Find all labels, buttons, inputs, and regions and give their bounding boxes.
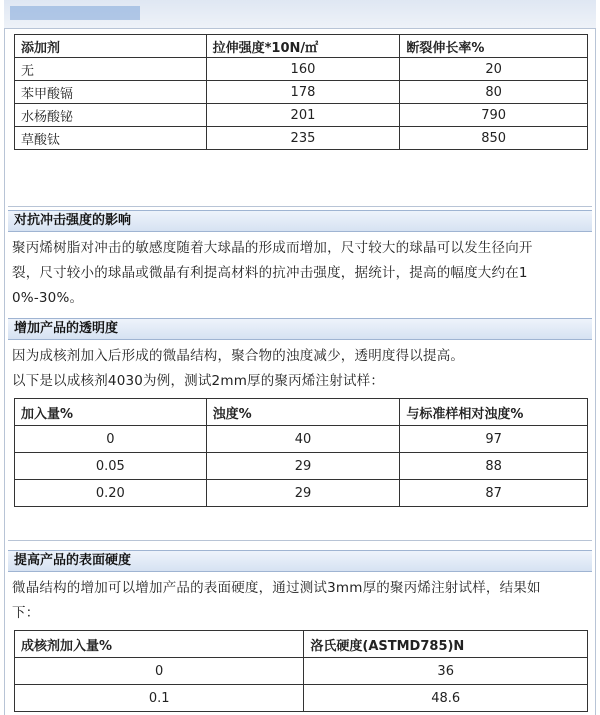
additive-table — [14, 34, 588, 150]
section-title-transparency: 增加产品的透明度 — [8, 318, 592, 340]
divider — [8, 540, 592, 541]
transparency-line: 以下是以成核剂4030为例，测试2mm厚的聚丙烯注射试样： — [12, 373, 385, 389]
cell-haze: 40 — [206, 426, 400, 453]
section-title-impact: 对抗冲击强度的影响 — [8, 210, 592, 232]
cell-additive: 水杨酸铋 — [15, 104, 207, 127]
cell-amount: 0.05 — [15, 453, 207, 480]
hardness-paragraph — [12, 576, 592, 626]
table-row — [15, 58, 588, 81]
cell-tensile: 201 — [206, 104, 400, 127]
table-header-row — [15, 35, 588, 58]
table-row — [15, 480, 588, 507]
table-row — [15, 81, 588, 104]
cell-relative-haze: 97 — [400, 426, 588, 453]
impact-line: 聚丙烯树脂对冲击的敏感度随着大球晶的形成而增加，尺寸较大的球晶可以发生径向开 — [12, 240, 533, 256]
cell-relative-haze: 88 — [400, 453, 588, 480]
impact-line: 0%-30%。 — [12, 290, 84, 306]
header-amount: 加入量% — [15, 399, 207, 426]
header-rockwell-hardness: 洛氏硬度(ASTMD785)N — [304, 631, 588, 658]
top-banner — [4, 0, 596, 29]
cell-additive: 无 — [15, 58, 207, 81]
cell-tensile: 160 — [206, 58, 400, 81]
cell-relative-haze: 87 — [400, 480, 588, 507]
section-title-hardness: 提高产品的表面硬度 — [8, 550, 592, 572]
cell-hardness: 36 — [304, 658, 588, 685]
cell-haze: 29 — [206, 453, 400, 480]
table-header-row — [15, 399, 588, 426]
header-relative-haze: 与标准样相对浊度% — [400, 399, 588, 426]
cell-elongation: 20 — [400, 58, 588, 81]
impact-paragraph — [12, 236, 592, 311]
cell-amount: 0.1 — [15, 685, 304, 712]
transparency-line: 因为成核剂加入后形成的微晶结构，聚合物的浊度减少，透明度得以提高。 — [12, 348, 465, 364]
cell-elongation: 80 — [400, 81, 588, 104]
table-row — [15, 658, 588, 685]
impact-line: 裂，尺寸较小的球晶或微晶有利提高材料的抗冲击强度，据统计，提高的幅度大约在1 — [12, 265, 528, 281]
haze-table — [14, 398, 588, 507]
hardness-table — [14, 630, 588, 712]
hardness-line: 下： — [12, 605, 40, 621]
divider — [8, 206, 592, 207]
table-row — [15, 104, 588, 127]
table-row — [15, 426, 588, 453]
cell-amount: 0.20 — [15, 480, 207, 507]
table-row — [15, 127, 588, 150]
table-row — [15, 685, 588, 712]
header-haze: 浊度% — [206, 399, 400, 426]
header-elongation: 断裂伸长率% — [400, 35, 588, 58]
cell-additive: 草酸钛 — [15, 127, 207, 150]
cell-hardness: 48.6 — [304, 685, 588, 712]
cell-elongation: 790 — [400, 104, 588, 127]
transparency-paragraph — [12, 344, 592, 394]
header-nucleator-amount: 成核剂加入量% — [15, 631, 304, 658]
header-additive: 添加剂 — [15, 35, 207, 58]
cell-elongation: 850 — [400, 127, 588, 150]
banner-mark — [10, 6, 140, 20]
cell-additive: 苯甲酸镉 — [15, 81, 207, 104]
cell-haze: 29 — [206, 480, 400, 507]
table-row — [15, 453, 588, 480]
cell-amount: 0 — [15, 426, 207, 453]
header-tensile: 拉伸强度*10N/㎡ — [206, 35, 400, 58]
cell-tensile: 178 — [206, 81, 400, 104]
cell-amount: 0 — [15, 658, 304, 685]
cell-tensile: 235 — [206, 127, 400, 150]
hardness-line: 微晶结构的增加可以增加产品的表面硬度，通过测试3mm厚的聚丙烯注射试样，结果如 — [12, 580, 541, 596]
table-header-row — [15, 631, 588, 658]
